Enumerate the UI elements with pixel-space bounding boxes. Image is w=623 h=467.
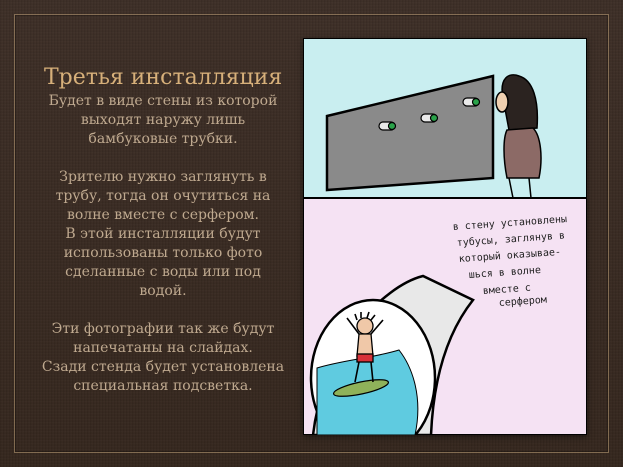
bamboo-tube-icon bbox=[463, 98, 480, 106]
body-line: Эти фотографии так же будут bbox=[51, 321, 275, 337]
body-line: водой. bbox=[139, 283, 187, 299]
caption-line: который оказываe- bbox=[458, 246, 562, 265]
body-line: выходят наружу лишь bbox=[80, 112, 246, 128]
slide-body bbox=[32, 92, 294, 396]
body-line: В этой инсталляции будут bbox=[65, 226, 261, 242]
body-line: трубу, тогда он очутиться на bbox=[55, 188, 271, 204]
slide-title: Третья инсталляция bbox=[44, 64, 283, 90]
body-line: Зрителю нужно заглянуть в bbox=[59, 169, 267, 185]
caption-line: вместе с bbox=[482, 282, 532, 297]
body-line: специальная подсветка. bbox=[73, 378, 253, 394]
comic-illustration bbox=[303, 38, 587, 435]
caption-line: шься в волне bbox=[468, 264, 542, 281]
caption-line: тубусы, заглянув в bbox=[456, 230, 566, 249]
body-line: Будет в виде стены из которой bbox=[48, 93, 278, 109]
bottom-panel bbox=[303, 198, 587, 435]
caption-line: серфером bbox=[498, 294, 548, 309]
top-panel bbox=[303, 38, 587, 198]
body-line: волне вместе с серфером. bbox=[66, 207, 259, 223]
bamboo-tube-icon bbox=[379, 122, 396, 130]
body-line: бамбуковые трубки. bbox=[88, 131, 238, 147]
bamboo-tube-icon bbox=[421, 114, 438, 122]
body-line: напечатаны на слайдах. bbox=[73, 340, 253, 356]
body-line: Сзади стенда будет установлена bbox=[41, 359, 285, 375]
body-line: сделанные с воды или под bbox=[65, 264, 261, 280]
caption-line: в стену установлены bbox=[452, 214, 568, 233]
body-line: использованы только фото bbox=[63, 245, 263, 261]
